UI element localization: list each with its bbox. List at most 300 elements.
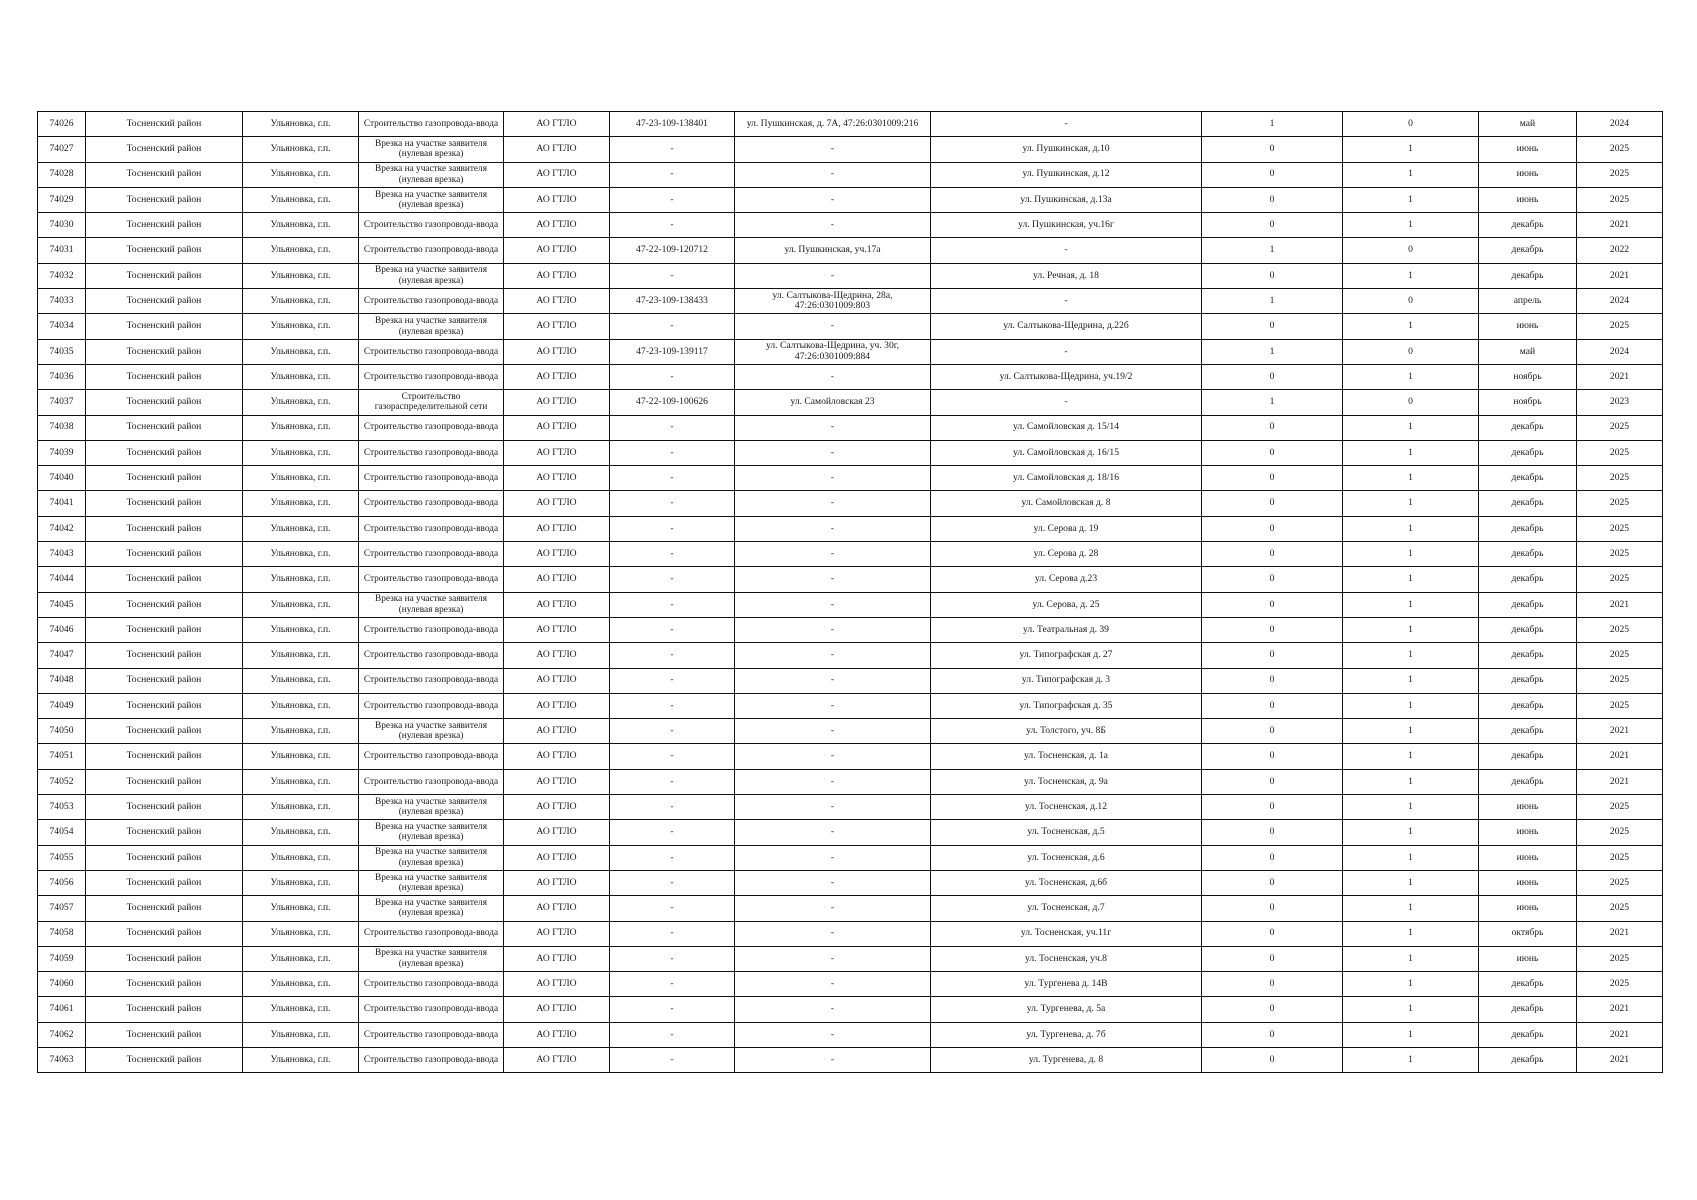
object-id-cell: 74056 — [38, 870, 86, 895]
table-row — [38, 491, 1663, 516]
organization-cell: АО ГТЛО — [504, 921, 610, 946]
district-cell: Тосненский район — [86, 972, 243, 997]
settlement-cell: Ульяновка, г.п. — [243, 719, 359, 744]
count-a-cell: 0 — [1202, 162, 1343, 187]
year-cell: 2025 — [1577, 820, 1663, 845]
table-row — [38, 289, 1663, 314]
district-cell: Тосненский район — [86, 314, 243, 339]
permit-number-cell: 47-23-109-138433 — [610, 289, 735, 314]
month-cell: июнь — [1479, 795, 1577, 820]
month-cell: июнь — [1479, 820, 1577, 845]
permit-number-cell: - — [610, 1047, 735, 1072]
organization-cell: АО ГТЛО — [504, 516, 610, 541]
count-a-cell: 0 — [1202, 997, 1343, 1022]
month-cell: июнь — [1479, 187, 1577, 212]
year-cell: 2025 — [1577, 668, 1663, 693]
count-b-cell: 1 — [1343, 744, 1479, 769]
count-b-cell: 1 — [1343, 162, 1479, 187]
permit-address-cell: - — [735, 1047, 931, 1072]
district-cell: Тосненский район — [86, 364, 243, 389]
organization-cell: АО ГТЛО — [504, 744, 610, 769]
organization-cell: АО ГТЛО — [504, 364, 610, 389]
table-row — [38, 112, 1663, 137]
table-row — [38, 744, 1663, 769]
count-b-cell: 0 — [1343, 238, 1479, 263]
object-id-cell: 74048 — [38, 668, 86, 693]
district-cell: Тосненский район — [86, 415, 243, 440]
object-id-cell: 74054 — [38, 820, 86, 845]
object-id-cell: 74055 — [38, 845, 86, 870]
count-b-cell: 1 — [1343, 820, 1479, 845]
count-b-cell: 1 — [1343, 946, 1479, 971]
connection-address-cell: ул. Тосненская, д.5 — [931, 820, 1202, 845]
settlement-cell: Ульяновка, г.п. — [243, 567, 359, 592]
settlement-cell: Ульяновка, г.п. — [243, 162, 359, 187]
organization-cell: АО ГТЛО — [504, 314, 610, 339]
organization-cell: АО ГТЛО — [504, 972, 610, 997]
district-cell: Тосненский район — [86, 617, 243, 642]
table-row — [38, 440, 1663, 465]
count-a-cell: 0 — [1202, 263, 1343, 288]
district-cell: Тосненский район — [86, 137, 243, 162]
permit-number-cell: - — [610, 896, 735, 921]
permit-number-cell: - — [610, 314, 735, 339]
district-cell: Тосненский район — [86, 845, 243, 870]
permit-number-cell: - — [610, 617, 735, 642]
connection-address-cell: ул. Толстого, уч. 8Б — [931, 719, 1202, 744]
settlement-cell: Ульяновка, г.п. — [243, 137, 359, 162]
organization-cell: АО ГТЛО — [504, 643, 610, 668]
work-type-cell: Строительство газопровода-ввода — [359, 1047, 504, 1072]
year-cell: 2021 — [1577, 769, 1663, 794]
month-cell: декабрь — [1479, 466, 1577, 491]
permit-address-cell: - — [735, 997, 931, 1022]
district-cell: Тосненский район — [86, 769, 243, 794]
district-cell: Тосненский район — [86, 339, 243, 364]
permit-number-cell: - — [610, 921, 735, 946]
settlement-cell: Ульяновка, г.п. — [243, 1047, 359, 1072]
organization-cell: АО ГТЛО — [504, 238, 610, 263]
work-type-cell: Строительство газораспределительной сети — [359, 390, 504, 415]
district-cell: Тосненский район — [86, 542, 243, 567]
permit-number-cell: - — [610, 137, 735, 162]
district-cell: Тосненский район — [86, 567, 243, 592]
settlement-cell: Ульяновка, г.п. — [243, 213, 359, 238]
object-id-cell: 74052 — [38, 769, 86, 794]
object-id-cell: 74040 — [38, 466, 86, 491]
table-row — [38, 617, 1663, 642]
organization-cell: АО ГТЛО — [504, 719, 610, 744]
connection-address-cell: ул. Пушкинская, д.12 — [931, 162, 1202, 187]
count-a-cell: 1 — [1202, 390, 1343, 415]
connection-address-cell: ул. Пушкинская, д.10 — [931, 137, 1202, 162]
count-a-cell: 1 — [1202, 238, 1343, 263]
count-b-cell: 1 — [1343, 592, 1479, 617]
organization-cell: АО ГТЛО — [504, 1022, 610, 1047]
count-a-cell: 0 — [1202, 643, 1343, 668]
connection-address-cell: ул. Тургенева, д. 7б — [931, 1022, 1202, 1047]
work-type-cell: Строительство газопровода-ввода — [359, 339, 504, 364]
table-row — [38, 921, 1663, 946]
settlement-cell: Ульяновка, г.п. — [243, 896, 359, 921]
year-cell: 2025 — [1577, 845, 1663, 870]
permit-number-cell: - — [610, 769, 735, 794]
year-cell: 2021 — [1577, 1022, 1663, 1047]
organization-cell: АО ГТЛО — [504, 466, 610, 491]
month-cell: май — [1479, 112, 1577, 137]
count-b-cell: 1 — [1343, 314, 1479, 339]
work-type-cell: Строительство газопровода-ввода — [359, 289, 504, 314]
count-a-cell: 0 — [1202, 542, 1343, 567]
work-type-cell: Строительство газопровода-ввода — [359, 617, 504, 642]
district-cell: Тосненский район — [86, 112, 243, 137]
object-id-cell: 74029 — [38, 187, 86, 212]
count-a-cell: 0 — [1202, 592, 1343, 617]
connection-address-cell: ул. Серова д. 28 — [931, 542, 1202, 567]
connection-address-cell: ул. Тосненская, д.12 — [931, 795, 1202, 820]
count-a-cell: 0 — [1202, 187, 1343, 212]
permit-address-cell: - — [735, 921, 931, 946]
object-id-cell: 74046 — [38, 617, 86, 642]
year-cell: 2021 — [1577, 1047, 1663, 1072]
year-cell: 2025 — [1577, 693, 1663, 718]
table-row — [38, 997, 1663, 1022]
district-cell: Тосненский район — [86, 187, 243, 212]
connection-address-cell: ул. Салтыкова-Щедрина, уч.19/2 — [931, 364, 1202, 389]
settlement-cell: Ульяновка, г.п. — [243, 820, 359, 845]
count-b-cell: 1 — [1343, 542, 1479, 567]
year-cell: 2024 — [1577, 289, 1663, 314]
month-cell: декабрь — [1479, 592, 1577, 617]
count-b-cell: 1 — [1343, 921, 1479, 946]
work-type-cell: Строительство газопровода-ввода — [359, 972, 504, 997]
month-cell: июнь — [1479, 137, 1577, 162]
settlement-cell: Ульяновка, г.п. — [243, 845, 359, 870]
permit-address-cell: - — [735, 1022, 931, 1047]
count-a-cell: 0 — [1202, 617, 1343, 642]
table-row — [38, 364, 1663, 389]
year-cell: 2025 — [1577, 415, 1663, 440]
work-type-cell: Строительство газопровода-ввода — [359, 491, 504, 516]
count-b-cell: 1 — [1343, 896, 1479, 921]
connection-address-cell: ул. Пушкинская, д.13а — [931, 187, 1202, 212]
district-cell: Тосненский район — [86, 997, 243, 1022]
connection-address-cell: ул. Самойловская д. 8 — [931, 491, 1202, 516]
table-row — [38, 972, 1663, 997]
permit-number-cell: - — [610, 795, 735, 820]
settlement-cell: Ульяновка, г.п. — [243, 870, 359, 895]
month-cell: декабрь — [1479, 972, 1577, 997]
organization-cell: АО ГТЛО — [504, 693, 610, 718]
permit-address-cell: - — [735, 567, 931, 592]
table-row — [38, 567, 1663, 592]
month-cell: декабрь — [1479, 744, 1577, 769]
table-row — [38, 187, 1663, 212]
organization-cell: АО ГТЛО — [504, 213, 610, 238]
permit-number-cell: - — [610, 364, 735, 389]
count-b-cell: 0 — [1343, 289, 1479, 314]
permit-number-cell: - — [610, 946, 735, 971]
count-a-cell: 0 — [1202, 567, 1343, 592]
year-cell: 2025 — [1577, 542, 1663, 567]
object-id-cell: 74034 — [38, 314, 86, 339]
count-b-cell: 1 — [1343, 415, 1479, 440]
month-cell: декабрь — [1479, 491, 1577, 516]
organization-cell: АО ГТЛО — [504, 491, 610, 516]
month-cell: декабрь — [1479, 440, 1577, 465]
year-cell: 2025 — [1577, 162, 1663, 187]
object-id-cell: 74032 — [38, 263, 86, 288]
district-cell: Тосненский район — [86, 643, 243, 668]
count-a-cell: 0 — [1202, 314, 1343, 339]
table-row — [38, 339, 1663, 364]
settlement-cell: Ульяновка, г.п. — [243, 1022, 359, 1047]
settlement-cell: Ульяновка, г.п. — [243, 643, 359, 668]
permit-address-cell: - — [735, 972, 931, 997]
table-row — [38, 693, 1663, 718]
object-id-cell: 74045 — [38, 592, 86, 617]
table-row — [38, 946, 1663, 971]
connection-address-cell: ул. Театральная д. 39 — [931, 617, 1202, 642]
settlement-cell: Ульяновка, г.п. — [243, 516, 359, 541]
object-id-cell: 74057 — [38, 896, 86, 921]
organization-cell: АО ГТЛО — [504, 187, 610, 212]
organization-cell: АО ГТЛО — [504, 567, 610, 592]
month-cell: июнь — [1479, 896, 1577, 921]
count-a-cell: 0 — [1202, 1047, 1343, 1072]
count-b-cell: 1 — [1343, 617, 1479, 642]
district-cell: Тосненский район — [86, 946, 243, 971]
connection-address-cell: ул. Тургенева, д. 5а — [931, 997, 1202, 1022]
permit-address-cell: - — [735, 592, 931, 617]
permit-address-cell: - — [735, 516, 931, 541]
count-a-cell: 0 — [1202, 719, 1343, 744]
work-type-cell: Строительство газопровода-ввода — [359, 466, 504, 491]
district-cell: Тосненский район — [86, 744, 243, 769]
work-type-cell: Врезка на участке заявителя (нулевая врезка) — [359, 946, 504, 971]
month-cell: декабрь — [1479, 719, 1577, 744]
year-cell: 2021 — [1577, 213, 1663, 238]
count-a-cell: 0 — [1202, 845, 1343, 870]
connection-address-cell: ул. Тосненская, д.6б — [931, 870, 1202, 895]
work-type-cell: Строительство газопровода-ввода — [359, 440, 504, 465]
connection-address-cell: ул. Самойловская д. 15/14 — [931, 415, 1202, 440]
month-cell: июнь — [1479, 162, 1577, 187]
connection-address-cell: - — [931, 390, 1202, 415]
year-cell: 2021 — [1577, 997, 1663, 1022]
settlement-cell: Ульяновка, г.п. — [243, 364, 359, 389]
settlement-cell: Ульяновка, г.п. — [243, 112, 359, 137]
count-a-cell: 0 — [1202, 820, 1343, 845]
connection-address-cell: ул. Самойловская д. 18/16 — [931, 466, 1202, 491]
work-type-cell: Строительство газопровода-ввода — [359, 643, 504, 668]
month-cell: июнь — [1479, 314, 1577, 339]
settlement-cell: Ульяновка, г.п. — [243, 390, 359, 415]
district-cell: Тосненский район — [86, 820, 243, 845]
object-id-cell: 74044 — [38, 567, 86, 592]
object-id-cell: 74042 — [38, 516, 86, 541]
work-type-cell: Строительство газопровода-ввода — [359, 213, 504, 238]
organization-cell: АО ГТЛО — [504, 137, 610, 162]
count-b-cell: 1 — [1343, 845, 1479, 870]
count-b-cell: 1 — [1343, 693, 1479, 718]
month-cell: октябрь — [1479, 921, 1577, 946]
document-page — [37, 111, 1662, 1073]
table-row — [38, 845, 1663, 870]
month-cell: декабрь — [1479, 693, 1577, 718]
count-b-cell: 1 — [1343, 997, 1479, 1022]
settlement-cell: Ульяновка, г.п. — [243, 440, 359, 465]
month-cell: декабрь — [1479, 238, 1577, 263]
permit-number-cell: - — [610, 744, 735, 769]
permit-number-cell: - — [610, 643, 735, 668]
count-a-cell: 0 — [1202, 972, 1343, 997]
count-a-cell: 1 — [1202, 339, 1343, 364]
permit-address-cell: - — [735, 668, 931, 693]
district-cell: Тосненский район — [86, 162, 243, 187]
work-type-cell: Врезка на участке заявителя (нулевая врезка) — [359, 795, 504, 820]
connection-address-cell: ул. Салтыкова-Щедрина, д.22б — [931, 314, 1202, 339]
month-cell: декабрь — [1479, 617, 1577, 642]
work-type-cell: Строительство газопровода-ввода — [359, 112, 504, 137]
organization-cell: АО ГТЛО — [504, 668, 610, 693]
district-cell: Тосненский район — [86, 466, 243, 491]
permit-address-cell: - — [735, 795, 931, 820]
object-id-cell: 74027 — [38, 137, 86, 162]
count-b-cell: 1 — [1343, 137, 1479, 162]
table-row — [38, 137, 1663, 162]
count-b-cell: 0 — [1343, 339, 1479, 364]
district-cell: Тосненский район — [86, 693, 243, 718]
count-a-cell: 0 — [1202, 364, 1343, 389]
object-id-cell: 74063 — [38, 1047, 86, 1072]
district-cell: Тосненский район — [86, 921, 243, 946]
organization-cell: АО ГТЛО — [504, 390, 610, 415]
work-type-cell: Строительство газопровода-ввода — [359, 1022, 504, 1047]
work-type-cell: Строительство газопровода-ввода — [359, 921, 504, 946]
permit-number-cell: - — [610, 567, 735, 592]
permit-address-cell: - — [735, 845, 931, 870]
connection-address-cell: ул. Серова д.23 — [931, 567, 1202, 592]
year-cell: 2025 — [1577, 137, 1663, 162]
object-id-cell: 74053 — [38, 795, 86, 820]
connection-address-cell: - — [931, 339, 1202, 364]
permit-address-cell: - — [735, 162, 931, 187]
table-row — [38, 162, 1663, 187]
permit-address-cell: - — [735, 415, 931, 440]
district-cell: Тосненский район — [86, 440, 243, 465]
permit-address-cell: - — [735, 769, 931, 794]
count-a-cell: 0 — [1202, 896, 1343, 921]
count-a-cell: 0 — [1202, 668, 1343, 693]
work-type-cell: Строительство газопровода-ввода — [359, 238, 504, 263]
table-row — [38, 415, 1663, 440]
connection-address-cell: - — [931, 238, 1202, 263]
year-cell: 2025 — [1577, 466, 1663, 491]
organization-cell: АО ГТЛО — [504, 1047, 610, 1072]
year-cell: 2022 — [1577, 238, 1663, 263]
month-cell: декабрь — [1479, 567, 1577, 592]
connection-address-cell: ул. Самойловская д. 16/15 — [931, 440, 1202, 465]
object-id-cell: 74037 — [38, 390, 86, 415]
connection-address-cell: ул. Серова д. 19 — [931, 516, 1202, 541]
work-type-cell: Врезка на участке заявителя (нулевая врезка) — [359, 719, 504, 744]
count-a-cell: 0 — [1202, 1022, 1343, 1047]
object-id-cell: 74051 — [38, 744, 86, 769]
year-cell: 2025 — [1577, 516, 1663, 541]
permit-number-cell: - — [610, 592, 735, 617]
connection-address-cell: ул. Тосненская, д. 9а — [931, 769, 1202, 794]
table-row — [38, 314, 1663, 339]
permit-address-cell: ул. Салтыкова-Щедрина, 28а, 47:26:0301009:803 — [735, 289, 931, 314]
year-cell: 2025 — [1577, 187, 1663, 212]
count-a-cell: 0 — [1202, 491, 1343, 516]
count-a-cell: 0 — [1202, 516, 1343, 541]
work-type-cell: Строительство газопровода-ввода — [359, 415, 504, 440]
permit-address-cell: - — [735, 870, 931, 895]
permit-address-cell: - — [735, 946, 931, 971]
organization-cell: АО ГТЛО — [504, 263, 610, 288]
district-cell: Тосненский район — [86, 795, 243, 820]
object-id-cell: 74036 — [38, 364, 86, 389]
organization-cell: АО ГТЛО — [504, 592, 610, 617]
table-row — [38, 592, 1663, 617]
settlement-cell: Ульяновка, г.п. — [243, 769, 359, 794]
settlement-cell: Ульяновка, г.п. — [243, 187, 359, 212]
permit-address-cell: - — [735, 491, 931, 516]
organization-cell: АО ГТЛО — [504, 845, 610, 870]
permit-address-cell: - — [735, 137, 931, 162]
table-row — [38, 870, 1663, 895]
permit-address-cell: - — [735, 693, 931, 718]
year-cell: 2021 — [1577, 263, 1663, 288]
count-a-cell: 0 — [1202, 137, 1343, 162]
connection-address-cell: ул. Тосненская, д. 1а — [931, 744, 1202, 769]
month-cell: декабрь — [1479, 1022, 1577, 1047]
month-cell: декабрь — [1479, 668, 1577, 693]
work-type-cell: Врезка на участке заявителя (нулевая врезка) — [359, 187, 504, 212]
count-a-cell: 0 — [1202, 870, 1343, 895]
year-cell: 2025 — [1577, 643, 1663, 668]
work-type-cell: Врезка на участке заявителя (нулевая врезка) — [359, 592, 504, 617]
work-type-cell: Строительство газопровода-ввода — [359, 997, 504, 1022]
year-cell: 2024 — [1577, 339, 1663, 364]
object-id-cell: 74041 — [38, 491, 86, 516]
year-cell: 2021 — [1577, 921, 1663, 946]
table-row — [38, 516, 1663, 541]
count-b-cell: 1 — [1343, 516, 1479, 541]
permit-number-cell: - — [610, 440, 735, 465]
count-a-cell: 0 — [1202, 795, 1343, 820]
count-a-cell: 0 — [1202, 921, 1343, 946]
year-cell: 2025 — [1577, 946, 1663, 971]
organization-cell: АО ГТЛО — [504, 162, 610, 187]
connection-address-cell: ул. Типографская д. 3 — [931, 668, 1202, 693]
table-row — [38, 769, 1663, 794]
connection-address-cell: ул. Тургенева, д. 8 — [931, 1047, 1202, 1072]
count-b-cell: 0 — [1343, 112, 1479, 137]
work-type-cell: Врезка на участке заявителя (нулевая врезка) — [359, 870, 504, 895]
object-id-cell: 74030 — [38, 213, 86, 238]
count-b-cell: 1 — [1343, 440, 1479, 465]
work-type-cell: Врезка на участке заявителя (нулевая врезка) — [359, 845, 504, 870]
settlement-cell: Ульяновка, г.п. — [243, 466, 359, 491]
object-id-cell: 74043 — [38, 542, 86, 567]
count-a-cell: 0 — [1202, 213, 1343, 238]
organization-cell: АО ГТЛО — [504, 870, 610, 895]
permit-address-cell: ул. Пушкинская, д. 7А, 47:26:0301009:216 — [735, 112, 931, 137]
month-cell: июнь — [1479, 870, 1577, 895]
